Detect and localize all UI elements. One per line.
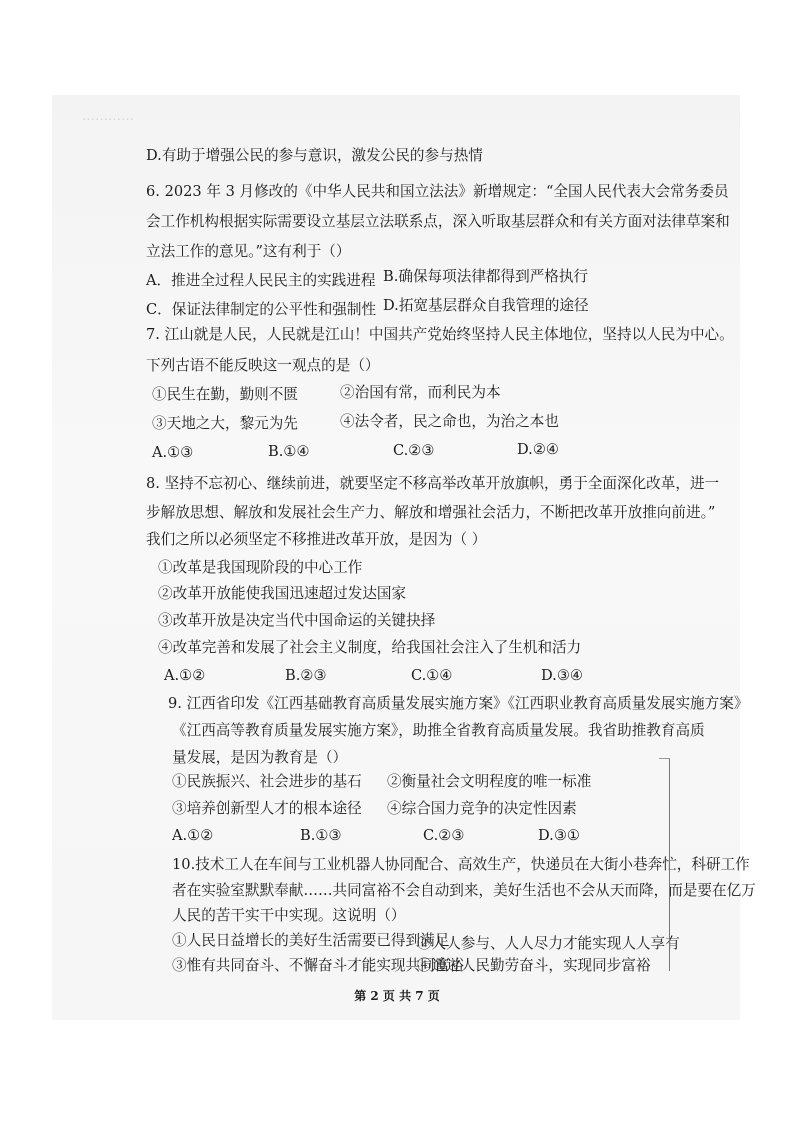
question-8-statement-1: ①改革是我国现阶段的中心工作 xyxy=(158,559,363,576)
question-10-statement-4: ④通过人民勤劳奋斗，实现同步富裕 xyxy=(417,957,651,974)
question-8-option-a: A.①② xyxy=(164,667,206,684)
question-10-statement-1: ①人民日益增长的美好生活需要已得到满足 xyxy=(172,932,450,949)
question-9-option-c: C.②③ xyxy=(423,827,465,844)
question-9-statement-1: ①民族振兴、社会进步的基石 xyxy=(172,773,362,790)
question-9-stem-line-1: 9. 江西省印发《江西基础教育高质量发展实施方案》《江西职业教育高质量发展实施方案》 xyxy=(168,695,749,712)
question-8-statement-3: ③改革开放是决定当代中国命运的关键抉择 xyxy=(158,612,436,629)
page-number: 第 2 页 共 7 页 xyxy=(354,989,440,1003)
question-9-option-b: B.①③ xyxy=(300,827,342,844)
bleed-through-text: ………… xyxy=(82,109,134,124)
question-9-statement-4: ④综合国力竞争的决定性因素 xyxy=(387,800,577,817)
question-8-stem-line-1: 8. 坚持不忘初心、继续前进，就要坚定不移高举改革开放旗帜，勇于全面深化改革，进一 xyxy=(146,475,720,492)
question-7-option-c: C.②③ xyxy=(393,442,435,459)
question-6-option-b: B.确保每项法律都得到严格执行 xyxy=(383,268,589,285)
question-6-option-c: C．保证法律制定的公平性和强制性 xyxy=(146,301,377,318)
question-6-stem-line-1: 6. 2023 年 3 月修改的《中华人民共和国立法法》新增规定：“全国人民代表大会常务委员 xyxy=(146,183,729,200)
question-7-stem-line-1: 7. 江山就是人民，人民就是江山！中国共产党始终坚持人民主体地位，坚持以人民为中心。 xyxy=(146,326,734,343)
question-5-option-d: D.有助于增强公民的参与意识，激发公民的参与热情 xyxy=(146,147,483,164)
question-7-statement-4: ④法令者，民之命也，为治之本也 xyxy=(340,413,559,430)
question-9-statement-2: ②衡量社会文明程度的唯一标准 xyxy=(387,773,592,790)
question-6-option-a: A．推进全过程人民民主的实践进程 xyxy=(146,272,376,289)
question-10-statement-3: ③惟有共同奋斗、不懈奋斗才能实现共同富裕 xyxy=(172,957,464,974)
question-10-stem-line-3: 人民的苦干实干中实现。这说明（） xyxy=(172,907,406,924)
question-7-statement-3: ③天地之大，黎元为先 xyxy=(152,415,298,432)
question-9-stem-line-3: 量发展，是因为教育是（） xyxy=(172,749,348,766)
question-7-option-b: B.①④ xyxy=(268,443,310,460)
question-8-statement-4: ④改革完善和发展了社会主义制度，给我国社会注入了生机和活力 xyxy=(158,639,582,656)
question-9-option-d: D.③① xyxy=(538,827,580,844)
question-10-statement-2: ②人人参与、人人尽力才能实现人人享有 xyxy=(417,935,680,952)
question-8-option-c: C.①④ xyxy=(411,667,453,684)
question-7-statement-2: ②治国有常，而利民为本 xyxy=(340,384,501,401)
question-9-stem-line-2: 《江西高等教育质量发展实施方案》，助推全省教育高质量发展。我省助推教育高质 xyxy=(172,722,705,739)
question-7-option-d: D.②④ xyxy=(517,441,559,458)
question-10-stem-line-2: 者在实验室默默奉献……共同富裕不会自动到来，美好生活也不会从天而降，而是要在亿万 xyxy=(172,882,756,899)
page-edge-bracket xyxy=(659,758,670,971)
question-10-stem-line-1: 10.技术工人在车间与工业机器人协同配合、高效生产，快递员在大街小巷奔忙，科研工作 xyxy=(172,856,750,873)
question-7-stem-line-2: 下列古语不能反映这一观点的是（） xyxy=(146,357,380,374)
question-6-option-d: D.拓宽基层群众自我管理的途径 xyxy=(383,297,589,314)
question-8-stem-line-2: 步解放思想、解放和发展社会生产力、解放和增强社会活力，不断把改革开放推向前进。” xyxy=(146,504,716,521)
question-7-statement-1: ①民生在勤，勤则不匮 xyxy=(152,386,298,403)
question-7-option-a: A.①③ xyxy=(152,444,194,461)
question-8-statement-2: ②改革开放能使我国迅速超过发达国家 xyxy=(158,585,407,602)
question-6-stem-line-2: 会工作机构根据实际需要设立基层立法联系点，深入听取基层群众和有关方面对法律草案和 xyxy=(146,213,730,230)
question-9-option-a: A.①② xyxy=(172,827,214,844)
question-6-stem-line-3: 立法工作的意见。”这有利于（） xyxy=(146,243,351,260)
question-8-option-d: D.③④ xyxy=(541,667,583,684)
question-9-statement-3: ③培养创新型人才的根本途径 xyxy=(172,800,362,817)
question-8-option-b: B.②③ xyxy=(285,667,327,684)
question-8-stem-line-3: 我们之所以必须坚定不移推进改革开放，是因为（ ） xyxy=(146,531,487,548)
